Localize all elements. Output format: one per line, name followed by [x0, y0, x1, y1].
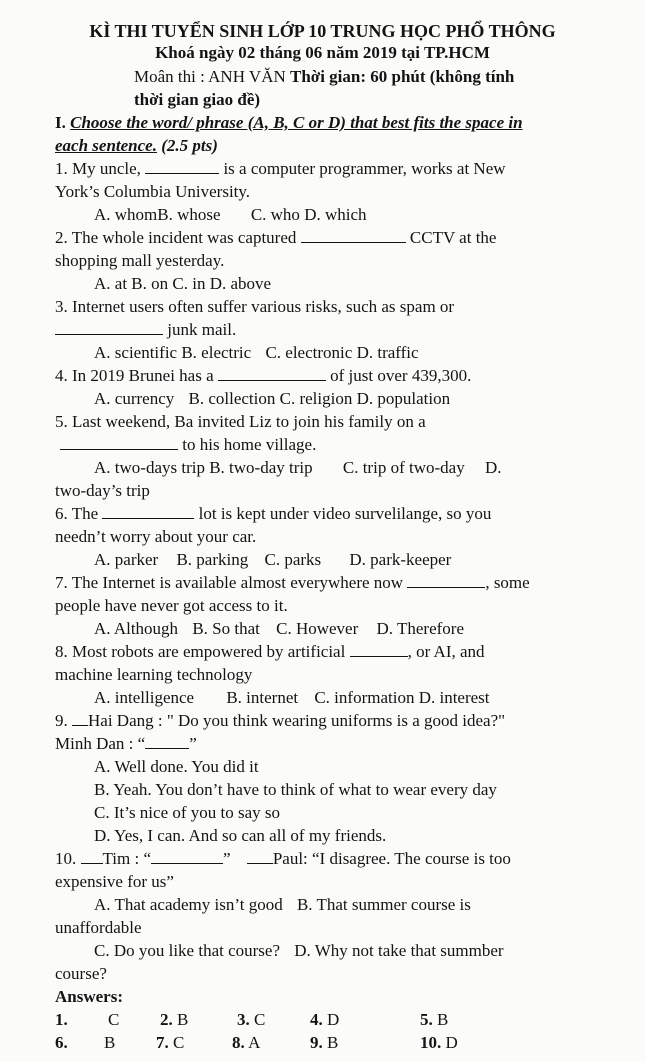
q4-option-b: B. collection — [188, 389, 276, 408]
q10-option-a: A. That academy isn’t good — [94, 895, 283, 914]
question-4 — [55, 365, 471, 387]
q10-option-b-cont: unaffordable — [55, 918, 142, 937]
q10-options-ab — [94, 894, 471, 916]
q10-option-d: D. Why not take that summber — [294, 941, 504, 960]
q10-text-d: Paul: “I disagree. The course is too — [272, 849, 511, 868]
q5-option-d: D. — [484, 458, 502, 477]
q8-option-a: A. intelligence — [94, 688, 195, 707]
q10-blank-number — [81, 849, 103, 864]
q1-blank — [145, 159, 219, 174]
q3-option-b: B. electric — [181, 343, 252, 362]
q1-option-c: C. who — [250, 205, 300, 224]
q9-option-d: D. Yes, I can. And so can all of my friends. — [94, 826, 387, 845]
q8-option-d: D. interest — [418, 688, 490, 707]
q7-text-a: 7. The Internet is available almost everywhere now — [55, 573, 404, 592]
q9-blank-number — [72, 711, 88, 726]
answer-value: A — [248, 1033, 261, 1052]
q8-option-c: C. information — [314, 688, 415, 707]
q3-text-a: 3. Internet users often suffer various risks, such as spam or — [55, 297, 455, 316]
q3-options — [94, 342, 419, 364]
answer-value: D — [445, 1033, 458, 1052]
time-label: Thời gian: 60 phút (không tính — [290, 67, 515, 86]
answer-9 — [310, 1032, 338, 1054]
answer-1 — [55, 1009, 68, 1031]
answer-num: 4. — [310, 1010, 323, 1029]
q3-text-b: junk mail. — [167, 320, 237, 339]
q9-blank — [145, 734, 189, 749]
q4-text-a: 4. In 2019 Brunei has a — [55, 366, 214, 385]
answer-value: C — [108, 1010, 120, 1029]
q6-options — [94, 549, 451, 571]
q2-option-b: B. on — [131, 274, 169, 293]
q3-option-c: C. electronic — [265, 343, 353, 362]
q10-text-b: Tim : “ — [102, 849, 152, 868]
instruction-text: Choose the word/ phrase (A, B, C or D) that best fits the space in — [70, 113, 523, 132]
q4-blank — [218, 366, 326, 381]
q9-number: 9. — [55, 711, 68, 730]
q4-text-b: of just over 439,300. — [330, 366, 472, 385]
instruction-text-cont: each sentence. — [55, 136, 157, 155]
q3-blank — [55, 320, 163, 335]
q7-options — [94, 618, 464, 640]
q9-text-b: Hai Dang : " Do you think wearing uniforms is a good idea?" — [88, 711, 506, 730]
q5-option-a: A. two-days trip — [94, 458, 205, 477]
q9-text-c: Minh Dan : “ — [55, 734, 146, 753]
time-label-cont: thời gian giao đề) — [134, 90, 261, 109]
section-instruction — [55, 112, 523, 134]
answer-num: 6. — [55, 1033, 68, 1052]
q1-text-a: 1. My uncle, — [55, 159, 141, 178]
q1-text-b: is a computer programmer, works at New — [223, 159, 506, 178]
answer-num: 2. — [160, 1010, 173, 1029]
subject-label: Moân thi : ANH VĂN — [134, 67, 286, 86]
q4-options — [94, 388, 450, 410]
q7-option-d: D. Therefore — [376, 619, 464, 638]
q2-option-c: C. in — [172, 274, 206, 293]
q9-option-b: B. Yeah. You don’t have to think of what to wear every day — [94, 780, 497, 799]
answer-6 — [55, 1032, 68, 1054]
q1-option-d: D. which — [304, 205, 367, 224]
q6-text-b: lot is kept under video survelilange, so you — [198, 504, 492, 523]
q7-text-c: people have never got access to it. — [55, 596, 288, 615]
q2-option-a: A. at — [94, 274, 128, 293]
answer-num: 9. — [310, 1033, 323, 1052]
q5-line-2 — [60, 434, 316, 456]
answer-value: B — [437, 1010, 449, 1029]
q7-option-a: A. Although — [94, 619, 179, 638]
q2-text-a: 2. The whole incident was captured — [55, 228, 297, 247]
q6-option-d: D. park-keeper — [349, 550, 452, 569]
q3-line-2 — [55, 319, 236, 341]
subject-line — [134, 66, 514, 88]
q8-blank — [350, 642, 408, 657]
answers-title: Answers: — [55, 987, 123, 1006]
q6-blank — [102, 504, 194, 519]
q10-number: 10. — [55, 849, 77, 868]
q2-blank — [301, 228, 406, 243]
q7-blank — [407, 573, 485, 588]
answer-value: D — [327, 1010, 340, 1029]
q4-option-a: A. currency — [94, 389, 175, 408]
q5-blank — [60, 435, 178, 450]
q10-option-d-cont: course? — [55, 964, 107, 983]
q5-option-b: B. two-day trip — [209, 458, 313, 477]
q6-option-a: A. parker — [94, 550, 159, 569]
q5-options — [94, 457, 501, 479]
answer-num: 8. — [232, 1033, 245, 1052]
q9-option-a: A. Well done. You did it — [94, 757, 259, 776]
q3-option-d: D. traffic — [356, 343, 419, 362]
question-9 — [55, 710, 505, 732]
q9-line-2 — [55, 733, 197, 755]
q5-option-d-cont: two-day’s trip — [55, 481, 150, 500]
q1-option-b: B. whose — [157, 205, 221, 224]
answer-8 — [232, 1032, 260, 1054]
q10-blank-2 — [247, 849, 273, 864]
answer-value: B — [177, 1010, 189, 1029]
q8-text-b: , or AI, and — [407, 642, 485, 661]
q9-option-c: C. It’s nice of you to say so — [94, 803, 281, 822]
q6-text-c: needn’t worry about your car. — [55, 527, 257, 546]
answer-num: 1. — [55, 1010, 68, 1029]
answer-2 — [160, 1009, 188, 1031]
section-roman: I. — [55, 113, 66, 132]
answer-3 — [237, 1009, 265, 1031]
section-points: (2.5 pts) — [161, 136, 218, 155]
q8-text-c: machine learning technology — [55, 665, 253, 684]
q8-options — [94, 687, 490, 709]
q2-option-d: D. above — [209, 274, 272, 293]
q6-text-a: 6. The — [55, 504, 99, 523]
answer-value: C — [254, 1010, 266, 1029]
q4-option-c: C. religion — [279, 389, 353, 408]
q7-option-b: B. So that — [192, 619, 260, 638]
q2-options — [94, 273, 271, 295]
question-10 — [55, 848, 511, 870]
q5-option-c: C. trip of two-day — [342, 458, 465, 477]
q8-option-b: B. internet — [226, 688, 299, 707]
answer-value: B — [104, 1033, 116, 1052]
answer-4 — [310, 1009, 339, 1031]
q9-text-d: ” — [189, 734, 197, 753]
question-2 — [55, 227, 496, 249]
q1-option-a: A. whom — [94, 205, 158, 224]
exam-date: Khoá ngày 02 tháng 06 năm 2019 tại TP.HCM — [155, 43, 490, 62]
answer-10 — [420, 1032, 458, 1054]
answer-5 — [420, 1009, 448, 1031]
q4-option-d: D. population — [356, 389, 451, 408]
q2-text-b: CCTV at the — [409, 228, 497, 247]
q6-option-c: C. parks — [264, 550, 322, 569]
q5-text-a: 5. Last weekend, Ba invited Liz to join his family on a — [55, 412, 426, 431]
q10-option-c: C. Do you like that course? — [94, 941, 281, 960]
q5-text-b: to his home village. — [182, 435, 317, 454]
answer-num: 3. — [237, 1010, 250, 1029]
q2-text-c: shopping mall yesterday. — [55, 251, 225, 270]
answer-num: 10. — [420, 1033, 442, 1052]
answer-7 — [156, 1032, 184, 1054]
q10-text-e: expensive for us” — [55, 872, 174, 891]
q1-options — [94, 204, 367, 226]
question-7 — [55, 572, 530, 594]
q7-text-b: , some — [485, 573, 530, 592]
q6-option-b: B. parking — [176, 550, 249, 569]
q10-option-b: B. That summer course is — [296, 895, 471, 914]
answer-num: 7. — [156, 1033, 169, 1052]
answer-value: C — [173, 1033, 185, 1052]
answer-value: B — [327, 1033, 339, 1052]
answer-num: 5. — [420, 1010, 433, 1029]
q10-blank — [151, 849, 223, 864]
q3-option-a: A. scientific — [94, 343, 178, 362]
exam-title: KÌ THI TUYỂN SINH LỚP 10 TRUNG HỌC PHỔ THÔNG — [89, 21, 556, 41]
q10-options-cd — [94, 940, 504, 962]
q1-text-c: York’s Columbia University. — [55, 182, 251, 201]
section-instruction-cont — [55, 135, 218, 157]
question-6 — [55, 503, 491, 525]
q7-option-c: C. However — [276, 619, 359, 638]
question-1 — [55, 158, 506, 180]
q8-text-a: 8. Most robots are empowered by artificial — [55, 642, 346, 661]
q10-text-c: ” — [223, 849, 231, 868]
question-8 — [55, 641, 485, 663]
